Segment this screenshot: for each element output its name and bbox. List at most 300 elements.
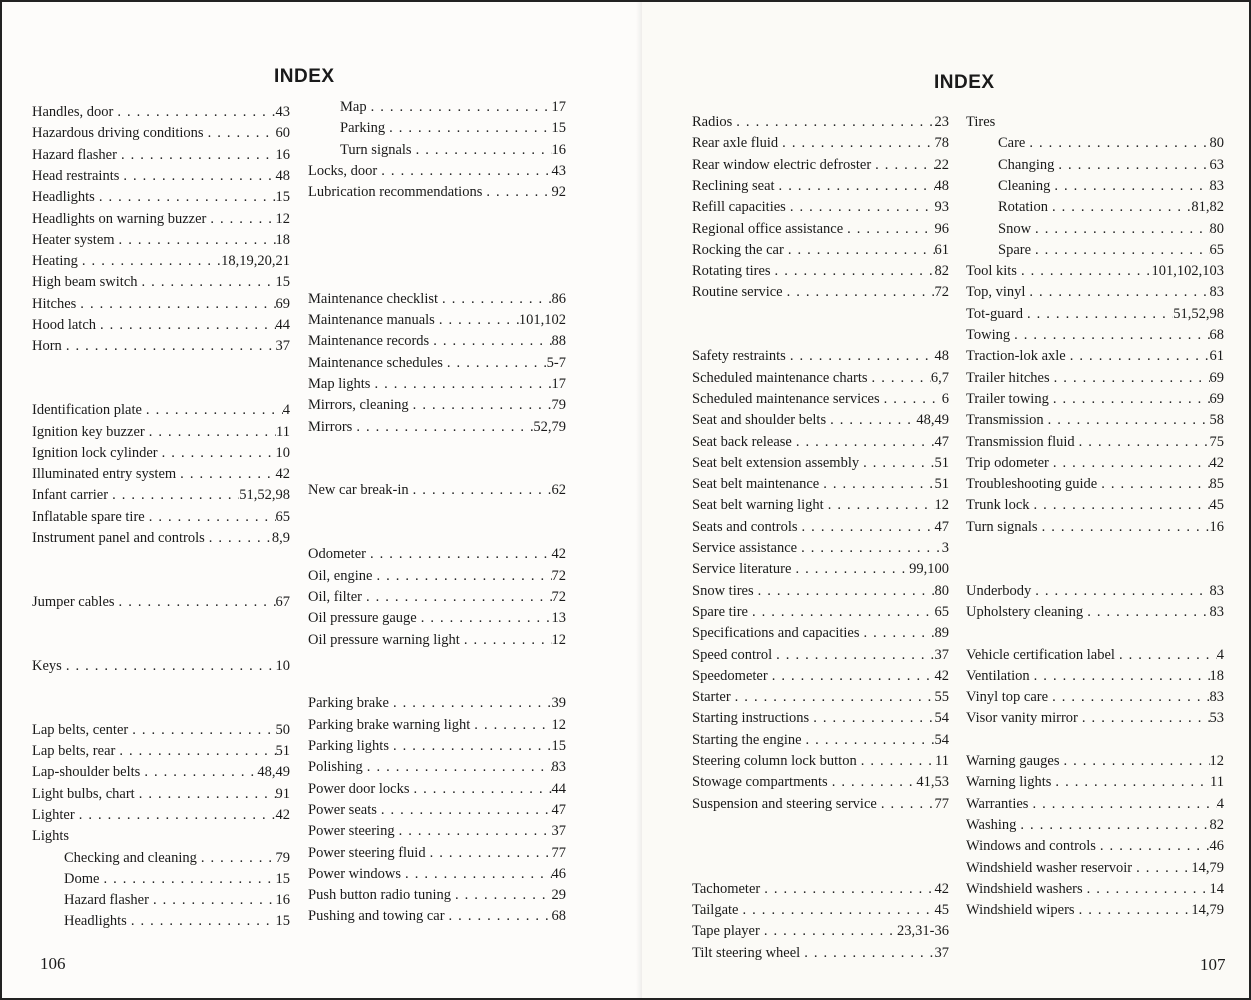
entry-page-ref: 83 <box>551 759 566 776</box>
entry-page-ref: 37 <box>934 646 949 663</box>
entry-term: Refill capacities <box>692 199 786 216</box>
dot-leader <box>1078 708 1210 729</box>
dot-leader <box>370 374 551 395</box>
entry-page-ref: 67 <box>275 593 290 610</box>
entry-page-ref: 92 <box>551 184 566 201</box>
dot-leader <box>760 879 934 900</box>
entry-term: Seats and controls <box>692 518 798 535</box>
dot-leader <box>372 566 551 587</box>
entry-term: Tailgate <box>692 902 739 919</box>
entry-page-ref: 43 <box>551 162 566 179</box>
entry-page-ref: 37 <box>275 338 290 355</box>
index-entry <box>308 310 566 331</box>
dot-leader <box>1025 133 1209 154</box>
index-entry <box>32 485 290 506</box>
dot-leader <box>409 395 552 416</box>
index-entry <box>308 395 566 416</box>
entry-page-ref: 10 <box>275 444 290 461</box>
index-entry <box>966 581 1224 602</box>
entry-page-ref: 16 <box>551 141 566 158</box>
index-entry <box>692 581 949 602</box>
left-page-heading: INDEX <box>274 66 335 87</box>
index-entry <box>692 879 949 900</box>
index-subentry <box>32 869 290 890</box>
index-entry <box>966 772 1224 793</box>
entry-term: Instrument panel and controls <box>32 530 205 546</box>
index-subentry <box>966 240 1224 261</box>
entry-page-ref: 77 <box>551 844 566 861</box>
entry-page-ref: 101,102,103 <box>1151 263 1224 280</box>
entry-term: Turn signals <box>340 141 412 158</box>
entry-page-ref: 48 <box>275 167 290 184</box>
entry-page-ref: 91 <box>275 785 290 802</box>
dot-leader <box>1054 155 1209 176</box>
index-entry <box>32 656 290 677</box>
entry-term: Parking <box>340 120 386 137</box>
entry-term: Spare <box>998 241 1032 258</box>
index-entry <box>966 432 1224 453</box>
entry-term: Handles, door <box>32 104 114 120</box>
dot-leader <box>145 507 276 528</box>
index-entry <box>966 517 1224 538</box>
dot-leader <box>409 480 552 501</box>
dot-leader <box>1038 517 1210 538</box>
entry-term: Starter <box>692 689 731 706</box>
entry-term: New car break-in <box>308 482 409 499</box>
entry-page-ref: 5-7 <box>546 354 566 371</box>
entry-term: Inflatable spare tire <box>32 508 145 525</box>
dot-leader <box>1023 304 1173 325</box>
entry-page-ref: 44 <box>551 780 566 797</box>
entry-page-ref: 14,79 <box>1191 902 1224 919</box>
entry-page-ref: 99,100 <box>909 561 949 578</box>
dot-leader <box>1050 368 1210 389</box>
dot-leader <box>760 921 897 942</box>
entry-term: Hitches <box>32 295 77 312</box>
index-entry <box>32 187 290 208</box>
entry-term: Steering column lock button <box>692 753 857 769</box>
entry-page-ref: 42 <box>551 546 566 563</box>
entry-term: Horn <box>32 338 62 355</box>
entry-term: Radios <box>692 114 733 130</box>
dot-leader <box>115 592 276 613</box>
entry-page-ref: 80 <box>1209 135 1224 152</box>
dot-leader <box>1028 794 1216 815</box>
dot-leader <box>1025 282 1209 303</box>
entry-term: Washing <box>966 816 1017 833</box>
dot-leader <box>1030 495 1210 516</box>
entry-page-ref: 61 <box>934 241 949 258</box>
entry-page-ref: 80 <box>934 582 949 599</box>
entry-page-ref: 48,49 <box>257 764 290 781</box>
index-entry <box>692 240 949 261</box>
entry-term: Maintenance schedules <box>308 354 443 371</box>
dot-leader <box>771 261 935 282</box>
entry-page-ref: 79 <box>551 397 566 414</box>
entry-page-ref: 13 <box>551 610 566 627</box>
index-entry <box>308 906 566 927</box>
entry-page-ref: 69 <box>1209 390 1224 407</box>
dot-leader <box>1097 474 1209 495</box>
dot-leader <box>158 443 276 464</box>
entry-page-ref: 65 <box>275 508 290 525</box>
entry-page-ref: 22 <box>934 156 949 173</box>
dot-leader <box>99 869 275 890</box>
entry-term: Reclining seat <box>692 177 775 194</box>
dot-leader <box>377 800 552 821</box>
entry-page-ref: 8,9 <box>271 530 290 546</box>
entry-term: Warning gauges <box>966 753 1060 769</box>
dot-leader <box>417 608 552 629</box>
entry-term: Hood latch <box>32 317 97 333</box>
entry-term: Oil pressure warning light <box>308 631 460 648</box>
index-entry <box>308 885 566 906</box>
dot-leader <box>451 885 552 906</box>
index-entry <box>966 495 1224 516</box>
index-subentry <box>32 890 290 911</box>
dot-leader <box>819 474 934 495</box>
entry-term: Oil, filter <box>308 588 362 605</box>
entry-page-ref: 65 <box>934 603 949 620</box>
entry-term: Suspension and steering service <box>692 795 877 812</box>
dot-leader <box>1016 815 1209 836</box>
entry-term: Scheduled maintenance charts <box>692 369 868 386</box>
entry-page-ref: 48 <box>934 177 949 194</box>
entry-page-ref: 29 <box>551 887 566 904</box>
index-entry <box>692 708 949 729</box>
dot-leader <box>1083 602 1209 623</box>
entry-page-ref: 96 <box>934 220 949 237</box>
dot-leader <box>62 656 276 677</box>
entry-term: Turn signals <box>966 518 1038 535</box>
index-subentry <box>308 118 566 139</box>
dot-leader <box>880 389 942 410</box>
entry-page-ref: 78 <box>934 135 949 152</box>
entry-page-ref: 15 <box>275 189 290 206</box>
entry-page-ref: 72 <box>551 588 566 605</box>
dot-leader <box>739 900 935 921</box>
entry-term: Locks, door <box>308 162 378 179</box>
index-entry <box>692 921 949 942</box>
entry-term: Service literature <box>692 561 792 578</box>
entry-term: Lights <box>32 828 70 845</box>
entry-page-ref: 12 <box>1209 753 1224 769</box>
entry-term: Parking brake <box>308 695 389 712</box>
index-entry <box>966 261 1224 282</box>
entry-term: Infant carrier <box>32 487 109 504</box>
left-page-number: 106 <box>40 954 66 973</box>
entry-page-ref: 48,49 <box>916 412 949 429</box>
left-index-column-1 <box>32 102 290 942</box>
index-entry <box>692 346 949 367</box>
entry-term: Windshield washers <box>966 880 1083 897</box>
entry-term: Tilt steering wheel <box>692 944 801 961</box>
entry-term: Rotation <box>998 199 1048 216</box>
entry-page-ref: 14 <box>1209 880 1224 897</box>
dot-leader <box>401 864 551 885</box>
dot-leader <box>1031 581 1209 602</box>
entry-term: Map lights <box>308 375 371 392</box>
entry-term: Lap belts, rear <box>32 743 116 759</box>
dot-leader <box>204 123 276 144</box>
dot-leader <box>800 943 934 964</box>
dot-leader <box>860 623 935 644</box>
dot-leader <box>1050 176 1209 197</box>
entry-page-ref: 69 <box>275 295 290 312</box>
entry-page-ref: 79 <box>275 849 290 866</box>
entry-page-ref: 61 <box>1209 348 1224 365</box>
dot-leader <box>1075 432 1210 453</box>
index-entry <box>692 219 949 240</box>
index-entry <box>692 517 949 538</box>
entry-page-ref: 23,31-36 <box>897 923 949 940</box>
dot-leader <box>859 453 934 474</box>
index-entry <box>308 757 566 778</box>
entry-page-ref: 3 <box>941 540 949 556</box>
dot-leader <box>117 145 276 166</box>
entry-term: Windows and controls <box>966 838 1096 855</box>
index-entry <box>966 858 1224 879</box>
entry-page-ref: 83 <box>1209 177 1224 194</box>
dot-leader <box>786 197 935 218</box>
entry-term: Trailer towing <box>966 390 1049 407</box>
dot-leader <box>197 848 276 869</box>
index-entry <box>308 821 566 842</box>
index-entry <box>692 155 949 176</box>
dot-leader <box>95 187 276 208</box>
entry-term: Warranties <box>966 795 1029 812</box>
index-subentry <box>308 140 566 161</box>
entry-page-ref: 15 <box>275 913 290 930</box>
index-entry <box>692 538 949 559</box>
entry-term: Lap-shoulder belts <box>32 764 141 781</box>
index-entry <box>692 176 949 197</box>
entry-page-ref: 82 <box>934 263 949 280</box>
entry-page-ref: 17 <box>551 99 566 115</box>
index-entry <box>692 602 949 623</box>
index-subentry <box>32 848 290 869</box>
entry-term: Service assistance <box>692 540 798 556</box>
entry-term: Seat belt extension assembly <box>692 454 860 471</box>
index-entry <box>308 374 566 395</box>
entry-term: Power steering fluid <box>308 844 426 861</box>
dot-leader <box>128 720 275 741</box>
dot-leader <box>857 751 935 772</box>
entry-page-ref: 4 <box>282 402 290 419</box>
entry-page-ref: 45 <box>934 902 949 919</box>
right-page-heading: INDEX <box>934 72 995 93</box>
index-subentry <box>966 133 1224 154</box>
entry-page-ref: 54 <box>934 710 949 727</box>
index-entry <box>692 368 949 389</box>
dot-leader <box>410 779 552 800</box>
index-group-heading <box>32 826 290 847</box>
entry-term: Headlights <box>32 189 95 206</box>
entry-page-ref: 48 <box>934 348 949 365</box>
index-entry <box>32 145 290 166</box>
entry-page-ref: 6,7 <box>930 369 949 386</box>
entry-page-ref: 46 <box>1209 838 1224 855</box>
dot-leader <box>115 741 275 762</box>
index-entry <box>32 741 290 762</box>
dot-leader <box>96 315 275 336</box>
index-entry <box>32 315 290 336</box>
entry-page-ref: 86 <box>551 290 566 307</box>
entry-term: Illuminated entry system <box>32 466 177 483</box>
entry-page-ref: 89 <box>934 625 949 642</box>
dot-leader <box>385 118 551 139</box>
index-entry <box>308 353 566 374</box>
entry-term: Maintenance checklist <box>308 290 439 307</box>
dot-leader <box>206 209 275 230</box>
index-entry <box>308 736 566 757</box>
index-entry <box>966 346 1224 367</box>
index-entry <box>692 645 949 666</box>
entry-term: Routine service <box>692 284 783 301</box>
entry-page-ref: 12 <box>275 210 290 227</box>
entry-page-ref: 83 <box>1209 582 1224 599</box>
entry-term: High beam switch <box>32 274 138 291</box>
index-entry <box>692 197 949 218</box>
index-entry <box>32 102 290 123</box>
dot-leader <box>772 645 934 666</box>
entry-page-ref: 55 <box>934 689 949 706</box>
dot-leader <box>871 155 934 176</box>
entry-page-ref: 16 <box>275 892 290 909</box>
dot-leader <box>802 730 935 751</box>
dot-leader <box>783 282 935 303</box>
entry-term: Troubleshooting guide <box>966 476 1098 493</box>
dot-leader <box>363 757 552 778</box>
entry-term: Odometer <box>308 546 366 563</box>
index-entry <box>308 417 566 438</box>
entry-term: Tot-guard <box>966 305 1023 322</box>
index-entry <box>32 720 290 741</box>
dot-leader <box>377 161 551 182</box>
index-entry <box>966 687 1224 708</box>
dot-leader <box>145 422 276 443</box>
index-entry <box>692 687 949 708</box>
index-entry <box>966 751 1224 772</box>
entry-term: Headlights on warning buzzer <box>32 210 207 227</box>
entry-term: Starting the engine <box>692 731 802 748</box>
dot-leader <box>460 630 552 651</box>
entry-term: Tires <box>966 114 996 130</box>
entry-term: Ignition key buzzer <box>32 423 145 440</box>
entry-page-ref: 51 <box>275 743 290 759</box>
entry-page-ref: 42 <box>275 466 290 483</box>
entry-page-ref: 68 <box>1209 327 1224 343</box>
entry-term: Rear window electric defroster <box>692 156 872 173</box>
dot-leader <box>784 240 935 261</box>
index-entry <box>32 123 290 144</box>
entry-term: Traction-lok axle <box>966 348 1066 365</box>
dot-leader <box>1031 240 1209 261</box>
dot-leader <box>1049 389 1210 410</box>
entry-term: Cleaning <box>998 177 1051 194</box>
entry-term: Stowage compartments <box>692 774 828 791</box>
dot-leader <box>119 166 275 187</box>
entry-term: Jumper cables <box>32 593 115 610</box>
index-entry <box>692 453 949 474</box>
entry-page-ref: 39 <box>551 695 566 712</box>
index-entry <box>692 559 949 580</box>
dot-leader <box>1066 346 1210 367</box>
index-entry <box>308 566 566 587</box>
entry-page-ref: 15 <box>551 738 566 754</box>
dot-leader <box>843 219 934 240</box>
dot-leader <box>1030 666 1210 687</box>
entry-term: Maintenance records <box>308 333 430 350</box>
entry-page-ref: 46 <box>551 865 566 882</box>
index-entry <box>692 389 949 410</box>
entry-term: Tool kits <box>966 263 1017 280</box>
entry-term: Lap belts, center <box>32 721 129 738</box>
dot-leader <box>352 417 533 438</box>
entry-page-ref: 69 <box>1209 369 1224 386</box>
dot-leader <box>1010 325 1209 346</box>
entry-term: Seat back release <box>692 433 792 450</box>
index-subentry <box>308 97 566 118</box>
index-entry <box>308 843 566 864</box>
dot-leader <box>426 843 552 864</box>
dot-leader <box>429 331 551 352</box>
index-entry <box>308 289 566 310</box>
entry-page-ref: 52,79 <box>533 418 566 435</box>
dot-leader <box>1048 687 1209 708</box>
entry-term: Changing <box>998 156 1055 173</box>
entry-term: Head restraints <box>32 167 120 184</box>
entry-page-ref: 101,102 <box>518 312 566 328</box>
dot-leader <box>113 102 275 123</box>
entry-page-ref: 11 <box>1210 774 1224 791</box>
entry-page-ref: 42 <box>275 806 290 823</box>
entry-term: Snow tires <box>692 582 754 599</box>
entry-page-ref: 6 <box>941 390 949 407</box>
index-entry <box>966 645 1224 666</box>
entry-term: Tape player <box>692 923 760 940</box>
dot-leader <box>1044 410 1210 431</box>
index-entry <box>32 166 290 187</box>
dot-leader <box>127 911 276 932</box>
index-entry <box>692 432 949 453</box>
entry-page-ref: 43 <box>275 104 290 120</box>
index-entry <box>32 230 290 251</box>
dot-leader <box>1096 836 1210 857</box>
dot-leader <box>826 410 916 431</box>
entry-page-ref: 11 <box>935 753 949 769</box>
entry-page-ref: 4 <box>1216 646 1224 663</box>
index-entry <box>692 282 949 303</box>
dot-leader <box>791 559 909 580</box>
index-entry <box>692 666 949 687</box>
entry-page-ref: 15 <box>275 870 290 887</box>
entry-term: Upholstery cleaning <box>966 603 1084 620</box>
entry-term: Spare tire <box>692 603 748 620</box>
entry-term: Ignition lock cylinder <box>32 444 158 461</box>
entry-page-ref: 88 <box>551 333 566 350</box>
index-entry <box>32 209 290 230</box>
entry-page-ref: 42 <box>934 880 949 897</box>
entry-page-ref: 12 <box>551 631 566 648</box>
index-entry <box>32 805 290 826</box>
entry-page-ref: 42 <box>934 667 949 684</box>
entry-page-ref: 72 <box>934 284 949 301</box>
index-entry <box>308 544 566 565</box>
dot-leader <box>412 140 552 161</box>
dot-leader <box>798 517 935 538</box>
dot-leader <box>786 346 935 367</box>
